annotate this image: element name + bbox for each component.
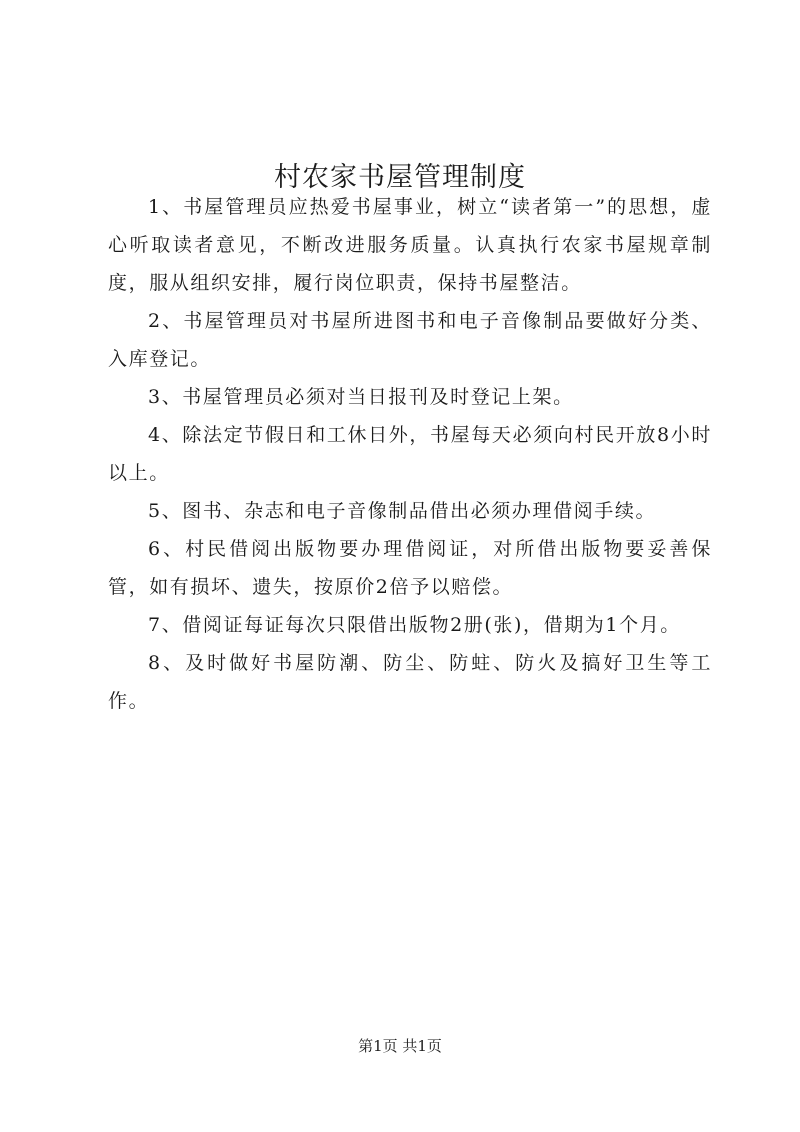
- page-footer: 第1页 共1页: [358, 1037, 442, 1055]
- paragraph-6: 6、村民借阅出版物要办理借阅证，对所借出版物要妥善保管，如有损坏、遗失，按原价2倍予以赔偿。: [108, 538, 712, 598]
- paragraph-2: 2、书屋管理员对书屋所进图书和电子音像制品要做好分类、入库登记。: [108, 310, 712, 370]
- paragraph-1: 1、书屋管理员应热爱书屋事业，树立“读者第一”的思想，虚心听取读者意见，不断改进服务质量。认真执行农家书屋规章制度，服从组织安排，履行岗位职责，保持书屋整洁。: [108, 196, 712, 294]
- paragraph-5: 5、图书、杂志和电子音像制品借出必须办理借阅手续。: [148, 500, 657, 522]
- paragraph-7: 7、借阅证每证每次只限借出版物2册(张)，借期为1个月。: [148, 614, 681, 636]
- paragraph-8: 8、及时做好书屋防潮、防尘、防蛀、防火及搞好卫生等工作。: [108, 652, 712, 712]
- document-title: 村农家书屋管理制度: [274, 162, 526, 194]
- paragraph-3: 3、书屋管理员必须对当日报刊及时登记上架。: [148, 386, 574, 408]
- document-body: [108, 188, 712, 720]
- paragraph-4: 4、除法定节假日和工休日外，书屋每天必须向村民开放8小时以上。: [108, 424, 712, 484]
